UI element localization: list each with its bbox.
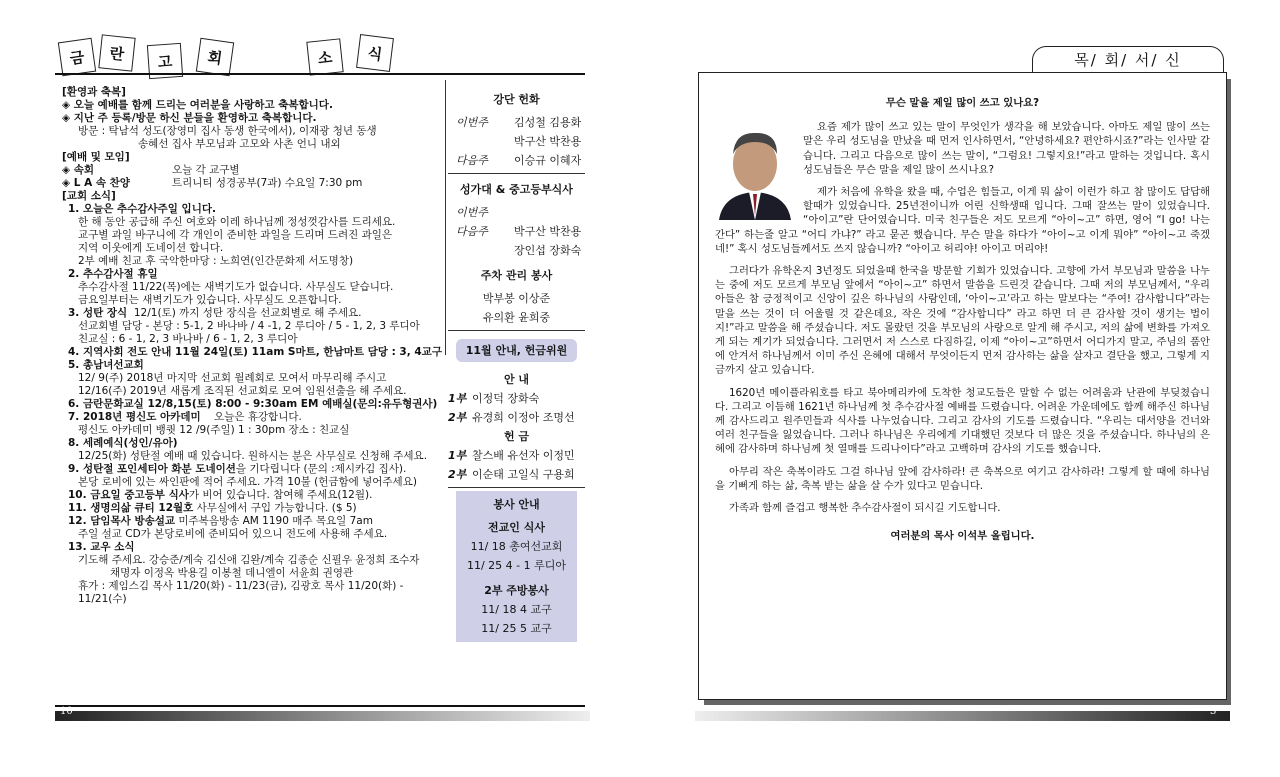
pastor-photo: [715, 124, 795, 220]
news-line: 한 해 동안 공급해 주신 여호와 이레 하나님께 정성껏감사를 드리세요.: [78, 216, 396, 228]
choir-heading: 성가대 & 중고등부식사: [460, 183, 573, 196]
pastor-letter-tab: 목/ 회/ 서/ 신: [1032, 46, 1224, 73]
parking-line: 유의환 윤희중: [482, 311, 551, 324]
section-news: [교회 소식]: [62, 190, 116, 202]
box-line: 11/ 18 4 교구: [481, 603, 552, 616]
parking-line: 박부봉 이상준: [482, 292, 551, 305]
news-line: 교구별 과일 바구니에 각 개인이 준비한 과일을 드리며 드려진 과일은: [78, 229, 393, 241]
news-line: 주일 설교 CD가 본당로비에 준비되어 있으니 전도에 사용해 주세요.: [78, 528, 388, 540]
header-tile: 금: [58, 38, 96, 76]
service-box: [456, 491, 577, 642]
usher-heading: 안 내: [503, 373, 530, 386]
news-line: 친교실 : 6 - 1, 2, 3 바나바 / 6 - 1, 2, 3 루디아: [78, 333, 298, 345]
news-line: 평신도 아카데미 뱅퀏 12 /9(주일) 1 : 30pm 장소 : 친교실: [78, 424, 350, 436]
news-title: 8. 세례예식(성인/유아): [68, 437, 178, 449]
parking-heading: 주차 관리 봉사: [480, 269, 553, 282]
header-tile: 란: [98, 34, 135, 71]
left-footer-bar: [55, 711, 590, 721]
letter-title: 무슨 말을 제일 많이 쓰고 있나요?: [885, 97, 1040, 109]
divider: [448, 487, 585, 488]
news-line: 휴가 : 제임스김 목사 11/20(화) - 11/23(금), 김광호 목사 11/20(화) - 11/21(수): [78, 580, 404, 605]
news-title: 5. 총남녀선교회: [68, 359, 144, 371]
letter-paragraph: 그러다가 유학온지 3년정도 되었을때 한국을 방문할 기회가 있었습니다. 고향에 가서 부모님과 말씀을 나누는 중에 저도 모르게 부모님 앞에서 “아이~고” 하면서 말씀을 드린것 같습니다. 그때 저의 부모님께서, “우리 아들은 참 긍정적이고 신앙이 깊은 하나님의 사람인데, ‘아이~고’라고 하는 말보다는 “주여! 감사합니다”라는 말을 쓰는 것이 더 어울릴 것 같은데요, 작은 것에 “감사합니다” 라고 하면 더 큰 감사할 것이 생기는 법이지!”라고 말씀을 해 주셨습니다. 저도 몰랐던 것을 부모님의 사랑으로 알게 해 주시고, 저의 삶에 변화를 가져오게 되는 계기가 되었습니다. 그러면서 저 스스로 다짐하길, 이제 “아이~고”하면서 어디가지 말고, 주님의 품안에 안겨서 하나님께서 이미 주신 은혜에 대해서 무엇이든지 먼저 감사하는 삶을 살자고 결단을 했고, 그렇게 지금까지 살고 있습니다.: [715, 265, 1210, 377]
section-worship: [예배 및 모임]: [62, 151, 130, 163]
news-title: 4. 지역사회 전도 안내 11월 24일(토) 11am S마트, 한남마트 담당 : 3, 4교구: [68, 346, 442, 358]
box-line: 11/ 25 4 - 1 루디아: [466, 559, 567, 572]
box-line: 11/ 18 총여선교회: [470, 540, 563, 553]
news-title: 10. 금요일 중고등부 식사가 비어 있습니다. 참여해 주세요(12월).: [68, 489, 373, 501]
letter-paragraph: 요즘 제가 많이 쓰고 있는 말이 무엇인가 생각을 해 보았습니다. 아마도 제일 많이 쓰는 말은 우리 성도님을 만났을 때 먼저 인사하면서, “안녕하세요? 편안하시죠?”라는 인사말 같습니다. 그리고 다음으로 많이 쓰는 말이, “그럼요! 그렇지요!”라고 말하는 것입니다. 혹시 성도님들은 무슨 말을 제일 많이 쓰시나요?: [803, 121, 1210, 176]
letter-paragraph: 1620년 메이플라워호를 타고 북아메리카에 도착한 청교도들은 말할 수 없는 어려움과 난관에 부딪쳤습니다. 그리고 이듬해 1621년 하나님께 첫 추수감사절 예배를 드렸습니다. 어려운 가운데에도 함께 해주신 하나님께 감사드리고 원주민들과 식사를 나누었습니다. 그리고 감사의 기도를 드렸습니다. “우리는 대서양을 건너와 여러 친구들을 잃었습니다. 그러나 하나님은 우리에게 기대했던 것보다 더 많은 것을 주셨습니다. 하나님의 은혜에 감사하며 하나님께 첫 열매를 드리나이다”라고 고백하며 감사의 기도를 했습니다.: [715, 386, 1210, 456]
worship-item: ◈ L A 속 찬양 트리니티 성경공부(7과) 수요일 7:30 pm: [62, 177, 363, 189]
box-subheading: 2부 주방봉사: [484, 584, 549, 597]
news-title: 6. 금란문화교실 12/8,15(토) 8:00 - 9:30am EM 예배실(문의:유두형권사): [68, 398, 438, 410]
welcome-line: 방문 : 탁남석 성도(장영미 집사 동생 한국에서), 이재광 청년 동생: [78, 125, 377, 137]
news-line: 금요일부터는 새벽기도가 있습니다. 사무실도 오픈합니다.: [78, 294, 342, 306]
news-title: 12. 담임목사 방송설교 미주복음방송 AM 1190 매주 목요일 7am: [68, 515, 373, 527]
news-title: 9. 성탄절 포인세티아 화분 도네이션을 기다립니다 (문의 :제시카김 집사).: [68, 463, 407, 475]
worship-item: ◈ 속회 오늘 각 교구별: [62, 164, 240, 176]
welcome-line: 송혜선 집사 부모님과 고모와 사촌 언니 내외: [138, 138, 341, 150]
flower-heading: 강단 헌화: [493, 93, 540, 106]
service-column: [448, 84, 585, 642]
letter-paragraph: 아무리 작은 축복이라도 그걸 하나님 앞에 감사하라! 큰 축복으로 여기고 감사하라! 그렇게 할 때에 하나님을 기뻐게 하는 삶, 축복 받는 삶을 살 수가 있다고 믿습니다.: [715, 465, 1210, 492]
news-line: 지역 이웃에게 도네이션 합니다.: [78, 242, 224, 254]
usher-row: 1부 이정덕 장화숙: [448, 392, 540, 405]
header-tile: 고: [147, 43, 183, 79]
news-title: 7. 2018년 평신도 아카데미 오늘은 휴강합니다.: [68, 411, 302, 423]
welcome-line: ◈ 지난 주 등록/방문 하신 분들을 환영하고 축복합니다.: [62, 112, 317, 124]
pastor-letter: [715, 96, 1210, 553]
letter-signature: 여러분의 목사 이석부 올립니다.: [890, 530, 1035, 543]
news-line: 본당 로비에 있는 싸인판에 적어 주세요. 가격 10불 (헌금함에 넣어주세요): [78, 476, 417, 488]
page-number-right: 3: [1210, 706, 1217, 717]
header-tile: 회: [196, 38, 234, 76]
letter-paragraph: 가족과 함께 즐겁고 행복한 추수감사절이 되시길 기도합니다.: [729, 502, 1001, 515]
flower-row: 다음주 이승규 이혜자: [456, 154, 582, 167]
offering-heading: 헌 금: [503, 430, 530, 443]
flower-row: 박구산 박찬용: [514, 135, 582, 148]
news-line: 채명자 이정옥 박용길 이봉철 데니엘이 서윤희 권영관: [110, 567, 354, 579]
header-tile: 소: [306, 38, 343, 75]
news-line: 12/ 9(주) 2018년 마지막 선교회 월례회로 모여서 마무리해 주시고: [78, 372, 387, 384]
choir-row: 다음주 박구산 박찬용: [456, 225, 582, 238]
choir-row: 이번주: [456, 206, 488, 219]
flower-row: 이번주 김성철 김용화: [456, 116, 582, 129]
news-title: 13. 교우 소식: [68, 541, 135, 553]
section-welcome: [환영과 축복]: [62, 86, 126, 98]
choir-row: 장인섭 장화숙: [514, 244, 582, 257]
letter-paragraph: 제가 처음에 유학을 왔을 때, 수업은 힘들고, 이게 뭐 삶이 이런가 하고 참 많이도 답답해 할때가 있었습니다. 25년전이니까 어린 신학생때 입니다. 그때 잘쓰는 말이 있었습니다. “아이고”란 단어였습니다. 미국 친구들은 저도 모르게 “아이~고” 하면, 영어 “I go! 나는 간다” 하는줄 알고 “어디 가냐?” 라고 묻곤 했습니다. 무슨 말을 하다가 “아이~고 이게 뭐야” “아이~고 죽겠네!” 혹시 성도님들께서도 쓰지 않습니까? “아이고 허리야! 아이고 머리야!: [715, 186, 1210, 255]
box-subheading: 전교인 식사: [488, 521, 545, 534]
column-divider: [445, 80, 446, 355]
divider: [448, 330, 585, 331]
news-line: 12/16(주) 2019년 새롭게 조직된 선교회로 모여 임원선출을 해 주세요.: [78, 385, 407, 397]
usher-badge: 11월 안내, 헌금위원: [456, 339, 577, 362]
news-line: 2부 예배 친교 후 국악한마당 : 노희연(인간문화제 서도명창): [78, 255, 354, 267]
offering-row: 1부 찰스배 유선자 이정민: [448, 449, 575, 462]
news-title: 11. 생명의삶 큐티 12월호 사무실에서 구입 가능합니다. ($ 5): [68, 502, 357, 514]
box-line: 11/ 25 5 교구: [481, 622, 552, 635]
news-title: 3. 성탄 장식 12/1(토) 까지 성탄 장식을 선교회별로 해 주세요.: [68, 307, 362, 319]
header-tile: 식: [356, 34, 394, 72]
box-heading: 봉사 안내: [493, 498, 540, 511]
usher-row: 2부 유경희 이정아 조명선: [448, 411, 575, 424]
announcements-column: [62, 86, 442, 606]
page-number-left: 10: [60, 706, 73, 717]
offering-row: 2부 이순태 고일식 구용희: [448, 468, 575, 481]
right-footer-bar: [695, 711, 1230, 721]
divider: [448, 173, 585, 174]
news-line: 12/25(화) 성탄절 예배 때 있습니다. 원하시는 분은 사무실로 신청해 주세요.: [78, 450, 428, 462]
news-title: 1. 오늘은 추수감사주일 입니다.: [68, 203, 216, 215]
welcome-line: ◈ 오늘 예배를 함께 드리는 여러분을 사랑하고 축복합니다.: [62, 99, 333, 111]
news-title: 2. 추수감사절 휴일: [68, 268, 158, 280]
news-line: 추수감사절 11/22(목)에는 새벽기도가 없습니다. 사무실도 닫습니다.: [78, 281, 394, 293]
news-line: 선교회별 담당 - 본당 : 5-1, 2 바나바 / 4 -1, 2 루디아 / 5 - 1, 2, 3 루디아: [78, 320, 420, 332]
news-line: 기도해 주세요. 강승준/계숙 김신애 김완/계숙 김종순 신필우 윤정희 조수자: [78, 554, 420, 566]
